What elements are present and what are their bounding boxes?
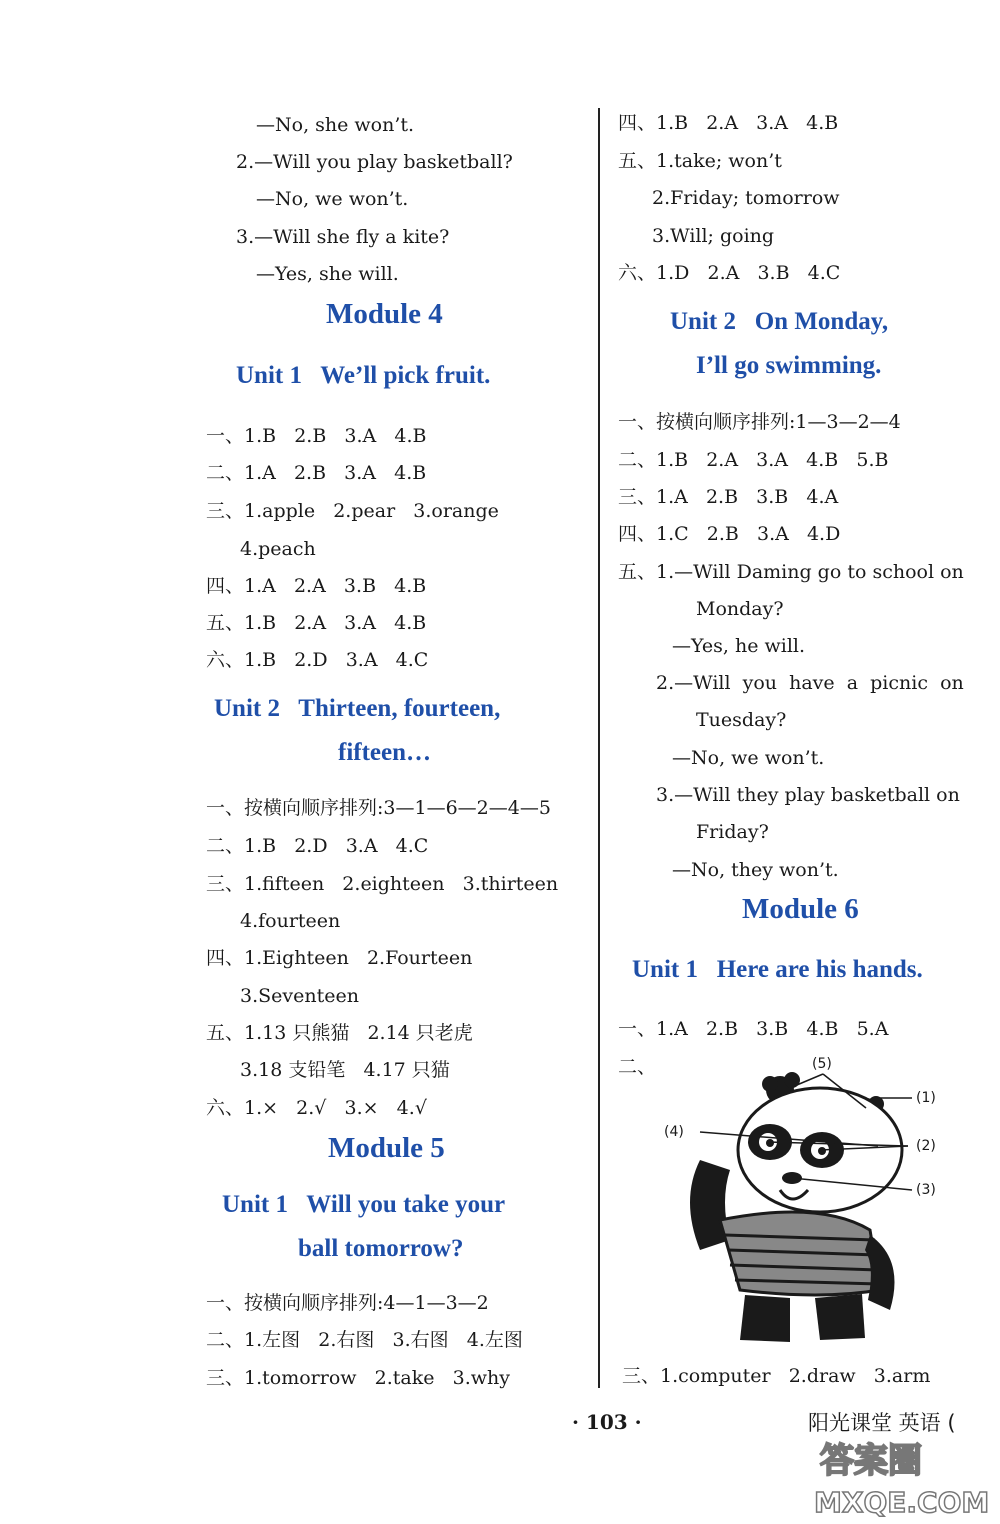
answer-line: 五、1.take; won’t [618, 150, 782, 172]
module-heading: Module 6 [742, 893, 859, 925]
unit-heading: I’ll go swimming. [696, 352, 882, 379]
module-heading: Module 5 [328, 1132, 445, 1164]
answer-line: 3.Seventeen [240, 985, 359, 1007]
answer-line: 2.—Will you have a picnic on [656, 672, 964, 694]
answer-line: —No, we won’t. [256, 188, 409, 210]
answer-line: 五、1.—Will Daming go to school on [618, 561, 964, 583]
answer-line: 二、1.B 2.A 3.A 4.B 5.B [618, 449, 889, 471]
answer-line: 三、1.tomorrow 2.take 3.why [206, 1367, 510, 1389]
answer-line: 五、1.B 2.A 3.A 4.B [206, 612, 427, 634]
answer-line: 二、1.A 2.B 3.A 4.B [206, 462, 427, 484]
figure-label-4: (4) [664, 1124, 684, 1140]
answer-line: 二、 [618, 1056, 657, 1078]
answer-line: 一、按横向顺序排列:3—1—6—2—4—5 [206, 797, 551, 819]
answer-line: 三、1.A 2.B 3.B 4.A [618, 486, 839, 508]
answer-line: 二、1.左图 2.右图 3.右图 4.左图 [206, 1329, 523, 1351]
answer-line: 四、1.B 2.A 3.A 4.B [618, 112, 839, 134]
figure-label-3: (3) [916, 1182, 936, 1198]
answer-line: 4.fourteen [240, 910, 341, 932]
module-heading: Module 4 [326, 298, 443, 330]
answer-line: 2.Friday; tomorrow [652, 187, 840, 209]
answer-line: 一、1.A 2.B 3.B 4.B 5.A [618, 1018, 889, 1040]
figure-label-5: (5) [812, 1056, 832, 1072]
column-divider [598, 108, 600, 1388]
answer-line: 六、1.D 2.A 3.B 4.C [618, 262, 841, 284]
unit-heading: ball tomorrow? [298, 1235, 464, 1262]
figure-label-1: (1) [916, 1090, 936, 1106]
answer-line: 四、1.Eighteen 2.Fourteen [206, 947, 473, 969]
unit-heading: Unit 2 On Monday, [670, 308, 889, 335]
panda-illustration-icon [640, 1050, 960, 1350]
answer-line: 四、1.A 2.A 3.B 4.B [206, 575, 427, 597]
unit-heading: Unit 2 Thirteen, fourteen, [214, 695, 501, 722]
answer-line: 六、1.× 2.√ 3.× 4.√ [206, 1097, 427, 1119]
answer-line: 3.Will; going [652, 225, 775, 247]
answer-line: 五、1.13 只熊猫 2.14 只老虎 [206, 1022, 473, 1044]
answer-line: —No, they won’t. [672, 859, 839, 881]
answer-line: 2.—Will you play basketball? [236, 151, 513, 173]
answer-line: 二、1.B 2.D 3.A 4.C [206, 835, 429, 857]
answer-line: 3.18 支铅笔 4.17 只猫 [240, 1059, 450, 1081]
answer-line: 一、1.B 2.B 3.A 4.B [206, 425, 427, 447]
answer-line: 四、1.C 2.B 3.A 4.D [618, 523, 841, 545]
answer-line: 3.—Will they play basketball on [656, 784, 960, 806]
unit-heading: fifteen… [338, 739, 432, 766]
answer-line: 4.peach [240, 538, 316, 560]
book-title: 阳光课堂 英语 ( [808, 1411, 956, 1435]
answer-line: —Yes, he will. [672, 635, 806, 657]
watermark-logo [806, 1432, 1000, 1520]
watermark-text-bottom: MXQE.COM [814, 1486, 990, 1519]
unit-heading: Unit 1 Will you take your [222, 1191, 506, 1218]
answer-line: 3.—Will she fly a kite? [236, 226, 450, 248]
answer-line: Friday? [696, 821, 769, 843]
answer-line: —No, she won’t. [256, 114, 415, 136]
panda-figure [640, 1050, 960, 1350]
answer-line: —No, we won’t. [672, 747, 825, 769]
figure-label-2: (2) [916, 1138, 936, 1154]
answer-line: 三、1.computer 2.draw 3.arm [622, 1365, 931, 1387]
answer-line: 六、1.B 2.D 3.A 4.C [206, 649, 429, 671]
unit-heading: Unit 1 Here are his hands. [632, 956, 923, 983]
answer-line: Monday? [696, 598, 784, 620]
answer-line: 三、1.fifteen 2.eighteen 3.thirteen [206, 873, 559, 895]
answer-line: —Yes, she will. [256, 263, 399, 285]
watermark-text-top: 答案圈 [820, 1441, 922, 1481]
answer-line: 一、按横向顺序排列:1—3—2—4 [618, 411, 901, 433]
answer-line: Tuesday? [696, 709, 787, 731]
unit-heading: Unit 1 We’ll pick fruit. [236, 362, 491, 389]
answer-line: 一、按横向顺序排列:4—1—3—2 [206, 1292, 489, 1314]
answer-line: 三、1.apple 2.pear 3.orange [206, 500, 499, 522]
page-number: · 103 · [572, 1410, 642, 1434]
